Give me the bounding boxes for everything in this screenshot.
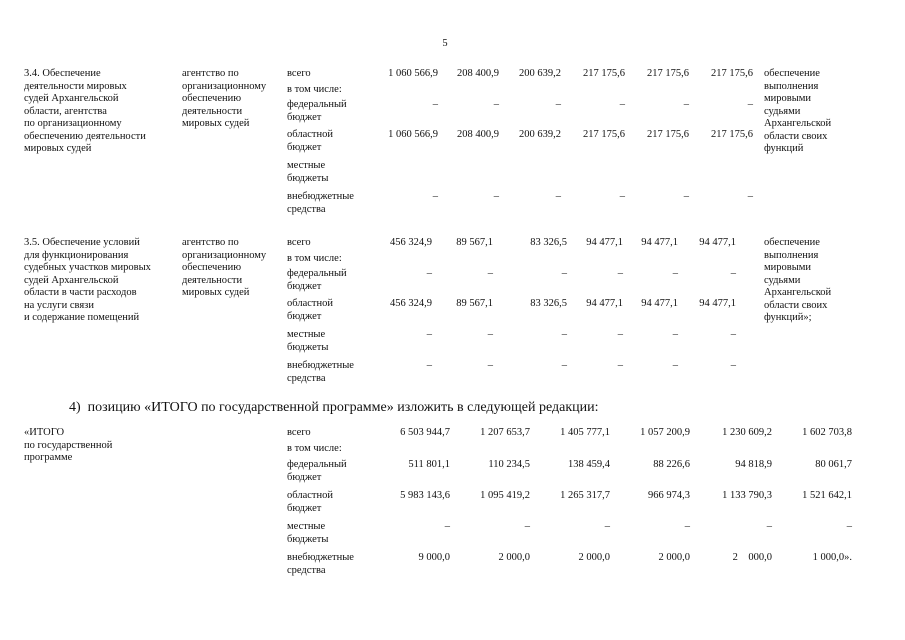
block1-program-name-line: деятельности мировых <box>24 80 127 92</box>
block3-value-cell: – <box>524 521 530 532</box>
block2-row-label: всего <box>287 237 311 248</box>
block3-value-cell: 2 000,0 <box>498 552 530 563</box>
block3-value-cell: – <box>604 521 610 532</box>
block1-result-line: функций <box>764 143 804 154</box>
block3-row-label: внебюджетные <box>287 552 354 563</box>
block1-row-label: местные <box>287 160 326 171</box>
block2-row-label: бюджет <box>287 310 322 322</box>
block2-value-cell: 89 567,1 <box>456 237 493 248</box>
block3-value-cell: 94 818,9 <box>735 459 772 470</box>
block1-value-cell: – <box>683 99 689 110</box>
block2-value-cell: – <box>672 268 678 279</box>
block2-agency-line: деятельности <box>182 274 243 286</box>
block1-agency-line: деятельности <box>182 105 243 117</box>
block1-value-cell: – <box>493 191 499 202</box>
block1-value-cell: 208 400,9 <box>457 68 499 79</box>
block1-value-cell: 217 175,6 <box>711 68 753 79</box>
block2-value-cell: – <box>426 268 432 279</box>
block3-value-cell: 80 061,7 <box>815 459 852 470</box>
block3-value-cell: 1 095 419,2 <box>480 490 530 501</box>
block2-result-line: Архангельской <box>764 287 832 298</box>
block1-value-cell: 217 175,6 <box>711 129 753 140</box>
block2-row-label: средства <box>287 372 326 384</box>
block2-value-cell: – <box>730 360 736 371</box>
block2-row-label: бюджеты <box>287 341 329 353</box>
block2-agency-line: агентство по <box>182 237 239 248</box>
block1-value-cell: – <box>619 191 625 202</box>
block3-value-cell: 1 521 642,1 <box>802 490 852 501</box>
block2-program-name-line: на услуги связи <box>24 299 94 311</box>
block1-value-cell: 200 639,2 <box>519 68 561 79</box>
block2-row-label: областной <box>287 298 333 309</box>
block1-row-label: в том числе: <box>287 84 342 95</box>
block2-value-cell: 94 477,1 <box>586 237 623 248</box>
instruction-text: 4) позицию «ИТОГО по государственной программе» изложить в следующей редакции: <box>69 400 599 415</box>
block1-result-line: судьями <box>764 105 801 117</box>
block1-value-cell: 217 175,6 <box>583 68 625 79</box>
block2-program-name-line: судей Архангельской <box>24 274 119 286</box>
block2-value-cell: – <box>617 329 623 340</box>
block1-value-cell: – <box>555 191 561 202</box>
block2-agency-line: мировых судей <box>182 287 250 298</box>
block1-value-cell: 217 175,6 <box>647 68 689 79</box>
block1-program-name-line: по организационному <box>24 118 122 129</box>
block1-value-cell: – <box>747 191 753 202</box>
block1-value-cell: – <box>432 99 438 110</box>
block1-program-name-line: обеспечению деятельности <box>24 130 146 142</box>
block1-result-line: выполнения <box>764 80 819 92</box>
block3-row-label: в том числе: <box>287 443 342 454</box>
block1-result-line: мировыми <box>764 93 812 104</box>
block1-agency-line: агентство по <box>182 68 239 79</box>
block3-value-cell: 1 265 317,7 <box>560 490 610 501</box>
block1-value-cell: – <box>432 191 438 202</box>
block3-value-cell: 2 000,0 <box>578 552 610 563</box>
block2-value-cell: – <box>561 268 567 279</box>
block3-value-cell: – <box>766 521 772 532</box>
block1-row-label: внебюджетные <box>287 191 354 202</box>
block2-result-line: обеспечение <box>764 237 820 248</box>
block1-agency-line: организационному <box>182 80 267 92</box>
block2-value-cell: 94 477,1 <box>641 237 678 248</box>
block2-value-cell: 83 326,5 <box>530 298 567 309</box>
block3-value-cell: 9 000,0 <box>418 552 450 563</box>
block2-row-label: бюджет <box>287 280 322 292</box>
block2-row-label: федеральный <box>287 268 347 279</box>
block3-row-label: бюджет <box>287 471 322 483</box>
block1-value-cell: – <box>619 99 625 110</box>
block1-value-cell: – <box>493 99 499 110</box>
block2-value-cell: 83 326,5 <box>530 237 567 248</box>
block1-agency-line: мировых судей <box>182 118 250 129</box>
block3-value-cell: – <box>444 521 450 532</box>
block3-value-cell: 110 234,5 <box>488 459 530 470</box>
block2-value-cell: – <box>487 268 493 279</box>
block2-row-label: внебюджетные <box>287 360 354 371</box>
block2-agency-line: обеспечению <box>182 262 242 273</box>
block2-agency-line: организационному <box>182 249 267 261</box>
block1-program-name-line: 3.4. Обеспечение <box>24 68 101 79</box>
block1-program-name-line: судей Архангельской <box>24 93 119 104</box>
block1-value-cell: 1 060 566,9 <box>388 68 438 79</box>
block2-value-cell: – <box>730 329 736 340</box>
block2-result-line: выполнения <box>764 249 819 261</box>
block3-value-cell: 1 230 609,2 <box>722 427 772 438</box>
block1-row-label: бюджеты <box>287 172 329 184</box>
block2-result-line: функций»; <box>764 312 812 323</box>
block2-value-cell: 94 477,1 <box>641 298 678 309</box>
block3-row-label: федеральный <box>287 459 347 470</box>
block1-result-line: области своих <box>764 130 828 142</box>
block2-value-cell: – <box>672 329 678 340</box>
block3-value-cell: 6 503 944,7 <box>400 427 450 438</box>
block2-result-line: судьями <box>764 274 801 286</box>
block2-value-cell: – <box>561 360 567 371</box>
block3-value-cell: 1 405 777,1 <box>560 427 610 438</box>
block2-row-label: местные <box>287 329 326 340</box>
block2-program-name-line: и содержание помещений <box>24 312 140 323</box>
block2-value-cell: – <box>487 360 493 371</box>
block3-row-label: местные <box>287 521 326 532</box>
block2-value-cell: 89 567,1 <box>456 298 493 309</box>
block3-row-label: областной <box>287 490 333 501</box>
block3-value-cell: 966 974,3 <box>648 490 690 501</box>
block1-value-cell: – <box>683 191 689 202</box>
block3-value-cell: 5 983 143,6 <box>400 490 450 501</box>
block2-value-cell: 456 324,9 <box>390 298 432 309</box>
block1-value-cell: – <box>747 99 753 110</box>
block2-value-cell: 94 477,1 <box>699 237 736 248</box>
block1-value-cell: 200 639,2 <box>519 129 561 140</box>
block1-value-cell: 217 175,6 <box>647 129 689 140</box>
block1-row-label: федеральный <box>287 99 347 110</box>
block3-row-label: всего <box>287 427 311 438</box>
block2-result-line: мировыми <box>764 262 812 273</box>
block2-value-cell: 456 324,9 <box>390 237 432 248</box>
block1-value-cell: 217 175,6 <box>583 129 625 140</box>
block3-value-cell: 1 000,0». <box>812 552 852 563</box>
block1-row-label: областной <box>287 129 333 140</box>
block3-value-cell: 2 000,0 <box>658 552 690 563</box>
block2-value-cell: – <box>672 360 678 371</box>
block3-value-cell: 1 057 200,9 <box>640 427 690 438</box>
block2-value-cell: – <box>730 268 736 279</box>
block1-result-line: обеспечение <box>764 68 820 79</box>
block3-row-label: бюджеты <box>287 533 329 545</box>
block2-program-name-line: 3.5. Обеспечение условий <box>24 237 140 248</box>
block1-value-cell: 1 060 566,9 <box>388 129 438 140</box>
block3-program-name-line: по государственной <box>24 439 113 451</box>
block2-value-cell: – <box>561 329 567 340</box>
block1-program-name-line: мировых судей <box>24 143 92 154</box>
block3-row-label: бюджет <box>287 502 322 514</box>
block3-value-cell: 1 207 653,7 <box>480 427 530 438</box>
block2-value-cell: 94 477,1 <box>699 298 736 309</box>
block3-value-cell: 88 226,6 <box>653 459 690 470</box>
block3-row-label: средства <box>287 564 326 576</box>
block2-program-name-line: судебных участков мировых <box>24 262 151 273</box>
block2-program-name-line: области в части расходов <box>24 287 137 298</box>
block2-value-cell: 94 477,1 <box>586 298 623 309</box>
block3-program-name-line: программе <box>24 452 73 463</box>
block1-row-label: бюджет <box>287 141 322 153</box>
block1-row-label: бюджет <box>287 111 322 123</box>
block1-row-label: средства <box>287 203 326 215</box>
block3-value-cell: 1 602 703,8 <box>802 427 852 438</box>
block3-value-cell: 1 133 790,3 <box>722 490 772 501</box>
block3-value-cell: 138 459,4 <box>568 459 610 470</box>
block1-value-cell: 208 400,9 <box>457 129 499 140</box>
block3-value-cell: – <box>846 521 852 532</box>
block1-row-label: всего <box>287 68 311 79</box>
page-number: 5 <box>442 38 448 49</box>
block2-result-line: области своих <box>764 299 828 311</box>
block2-program-name-line: для функционирования <box>24 249 129 261</box>
block2-row-label: в том числе: <box>287 253 342 264</box>
block3-program-name-line: «ИТОГО <box>24 427 65 438</box>
block2-value-cell: – <box>617 268 623 279</box>
block1-program-name-line: области, агентства <box>24 105 107 117</box>
block3-value-cell: – <box>684 521 690 532</box>
block1-agency-line: обеспечению <box>182 93 242 104</box>
block3-value-cell: 511 801,1 <box>408 459 450 470</box>
block2-value-cell: – <box>426 329 432 340</box>
block1-result-line: Архангельской <box>764 118 832 129</box>
block2-value-cell: – <box>487 329 493 340</box>
block2-value-cell: – <box>426 360 432 371</box>
block1-value-cell: – <box>555 99 561 110</box>
block3-value-cell: 2 000,0 <box>732 552 772 563</box>
block2-value-cell: – <box>617 360 623 371</box>
